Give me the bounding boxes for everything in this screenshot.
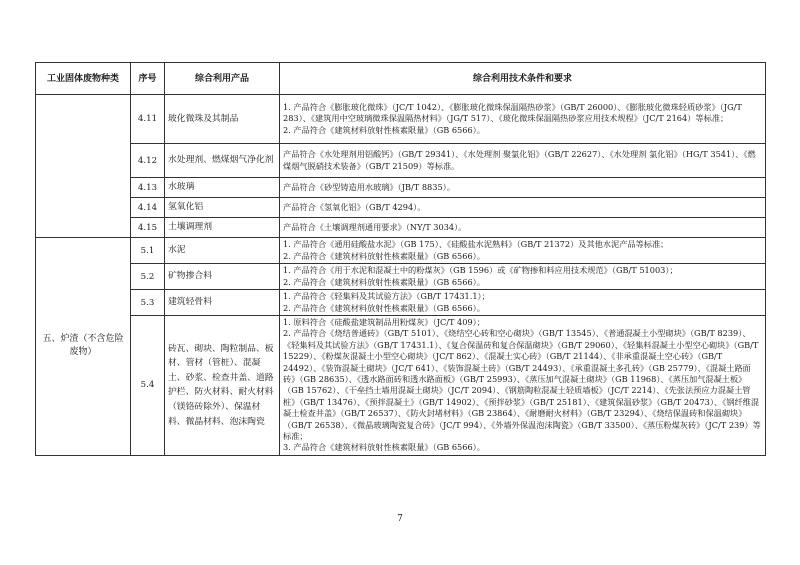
- header-category: 工业固体废物种类: [36, 63, 131, 95]
- table-row: [36, 178, 766, 198]
- row-seq: 4.15: [131, 218, 165, 238]
- row-seq: 4.12: [131, 144, 165, 178]
- table-row: [36, 95, 766, 144]
- row-product: 玻化微珠及其制品: [165, 95, 280, 144]
- row-product: 水玻璃: [165, 178, 280, 198]
- row-seq: 5.2: [131, 264, 165, 290]
- requirement-line: 3. 产品符合《建筑材料放射性核素限量》（GB 6566）。: [283, 442, 485, 453]
- requirement-line: 产品符合《氢氧化铝》（GB/T 4294）。: [283, 201, 426, 212]
- row-product: 氢氧化铝: [165, 198, 280, 218]
- table-row: [36, 238, 766, 264]
- row-product: 矿物掺合料: [165, 264, 280, 290]
- standards-table: [35, 62, 766, 456]
- header-product: 综合利用产品: [165, 63, 280, 95]
- header-requirements: 综合利用技术条件和要求: [280, 63, 766, 95]
- requirement-line: 1. 产品符合《膨胀玻化微珠》（JC/T 1042）、《膨胀玻化微珠保温隔热砂浆》（GB/T 26000）、《膨胀玻化微珠轻质砂浆》（JG/T 283）、《建筑用中空玻璃微珠保温隔热材料》（JG/T 517）、《玻化微珠保温隔热砂浆应用技术规程》（JC/T 2164）等标准；: [283, 101, 742, 124]
- category-cell-continued: [36, 95, 131, 238]
- requirement-line: 1. 产品符合《轻集料及其试验方法》（GB/T 17431.1）；: [283, 291, 490, 302]
- row-requirements: [280, 290, 766, 316]
- header-seq: 序号: [131, 63, 165, 95]
- table-row: [36, 316, 766, 456]
- row-product: 建筑轻骨料: [165, 290, 280, 316]
- row-requirements: [280, 316, 766, 456]
- row-product: 水泥: [165, 238, 280, 264]
- row-product: 土壤调理剂: [165, 218, 280, 238]
- row-seq: 5.1: [131, 238, 165, 264]
- row-requirements: [280, 95, 766, 144]
- row-product: 水处理剂、燃煤烟气净化剂: [165, 144, 280, 178]
- table-row: [36, 198, 766, 218]
- table-row: [36, 264, 766, 290]
- requirement-line: 1. 原料符合《硅酸盐建筑制品用粉煤灰》（JC/T 409）；: [283, 317, 485, 327]
- row-seq: 4.14: [131, 198, 165, 218]
- page-number: 7: [397, 514, 403, 524]
- requirement-line: 产品符合《水处理剂用铝酸钙》（GB/T 29341）、《水处理剂 聚氯化铝》（GB/T 22627）、《水处理剂 氯化铝》（HG/T 3541）、《燃煤烟气脱硝技术装备》（GB/T 21509）等标准。: [283, 149, 756, 171]
- table-row: [36, 290, 766, 316]
- row-requirements: [280, 144, 766, 178]
- row-product: 砖瓦、砌块、陶粒制品、板材、管材（管桩）、混凝土、砂浆、检查井盖、道路护栏、防火材料、耐火材料（镁铬砖除外）、保温材料、微晶材料、泡沫陶瓷: [165, 316, 280, 456]
- requirement-line: 2. 产品符合《烧结普通砖》（GB/T 5101）、《烧结空心砖和空心砌块》（GB/T 13545）、《普通混凝土小型砌块》（GB/T 8239）、《轻集料及其试验方法》（GB/T 17431.1）、《复合保温砖和复合保温砌块》（GB/T 29060）、《轻集料混凝土小型空心砌块》（GB/T 15229）、《粉煤灰混凝土小型空心砌块》（JC/T 862）、《混凝土实心砖》（GB/T 21144）、《非承重混凝土空心砖》（GB/T 24492）、《装饰混凝土砌块》（JC/T 641）、《装饰混凝土砖》（GB/T 24493）、《承重混凝土多孔砖》（GB 25779）、《混凝土路面砖》（GB 28635）、《透水路面砖和透水路面板》（GB/T 25993）、《蒸压加气混凝土砌块》（GB 11968）、《蒸压加气混凝土板》（GB 15762）、《干垒挡土墙用混凝土砌块》（JC/T 2094）、《钢筋陶粒混凝土轻质墙板》（JC/T 2214）、《先张法预应力混凝土管桩》（GB/T 13476）、《预拌混凝土》（GB/T 14902）、《预拌砂浆》（GB/T 25181）、《建筑保温砂浆》（GB/T 20473）、《钢纤维混凝土检查井盖》（GB/T 26537）、《防火封堵材料》（GB 23864）、《耐磨耐火材料》（GB/T 23294）、《烧结保温砖和保温砌块》（GB/T 26538）、《微晶玻璃陶瓷复合砖》（JC/T 994）、《外墙外保温泡沫陶瓷》（GB/T 33500）、《蒸压粉煤灰砖》（JC/T 239）等标准；: [283, 328, 761, 442]
- requirement-line: 2. 产品符合《建筑材料放射性核素限量》（GB 6566）。: [283, 302, 485, 313]
- row-requirements: [280, 178, 766, 198]
- requirement-line: 产品符合《砂型铸造用水玻璃》（JB/T 8835）。: [283, 181, 455, 192]
- row-seq: 5.4: [131, 316, 165, 456]
- row-requirements: [280, 198, 766, 218]
- requirement-line: 1. 产品符合《通用硅酸盐水泥》（GB 175）、《硅酸盐水泥熟料》（GB/T 21372）及其他水泥产品等标准；: [283, 239, 669, 250]
- row-requirements: [280, 218, 766, 238]
- row-seq: 5.3: [131, 290, 165, 316]
- header-row: [36, 63, 766, 95]
- row-seq: 4.13: [131, 178, 165, 198]
- requirement-line: 2. 产品符合《建筑材料放射性核素限量》（GB 6566）。: [283, 276, 485, 287]
- table-row: [36, 218, 766, 238]
- requirement-line: 1. 产品符合《用于水泥和混凝土中的粉煤灰》（GB 1596）或《矿物掺和料应用技术规范》（GB/T 51003）；: [283, 265, 678, 276]
- row-requirements: [280, 264, 766, 290]
- row-requirements: [280, 238, 766, 264]
- requirement-line: 2. 产品符合《建筑材料放射性核素限量》（GB 6566）。: [283, 250, 485, 261]
- requirement-line: 2. 产品符合《建筑材料放射性核素限量》（GB 6566）。: [283, 124, 485, 135]
- category-cell: 五、炉渣（不含危险废物）: [36, 238, 131, 456]
- row-seq: 4.11: [131, 95, 165, 144]
- requirement-line: 产品符合《土壤调理剂通用要求》（NY/T 3034）。: [283, 221, 467, 232]
- table-row: [36, 144, 766, 178]
